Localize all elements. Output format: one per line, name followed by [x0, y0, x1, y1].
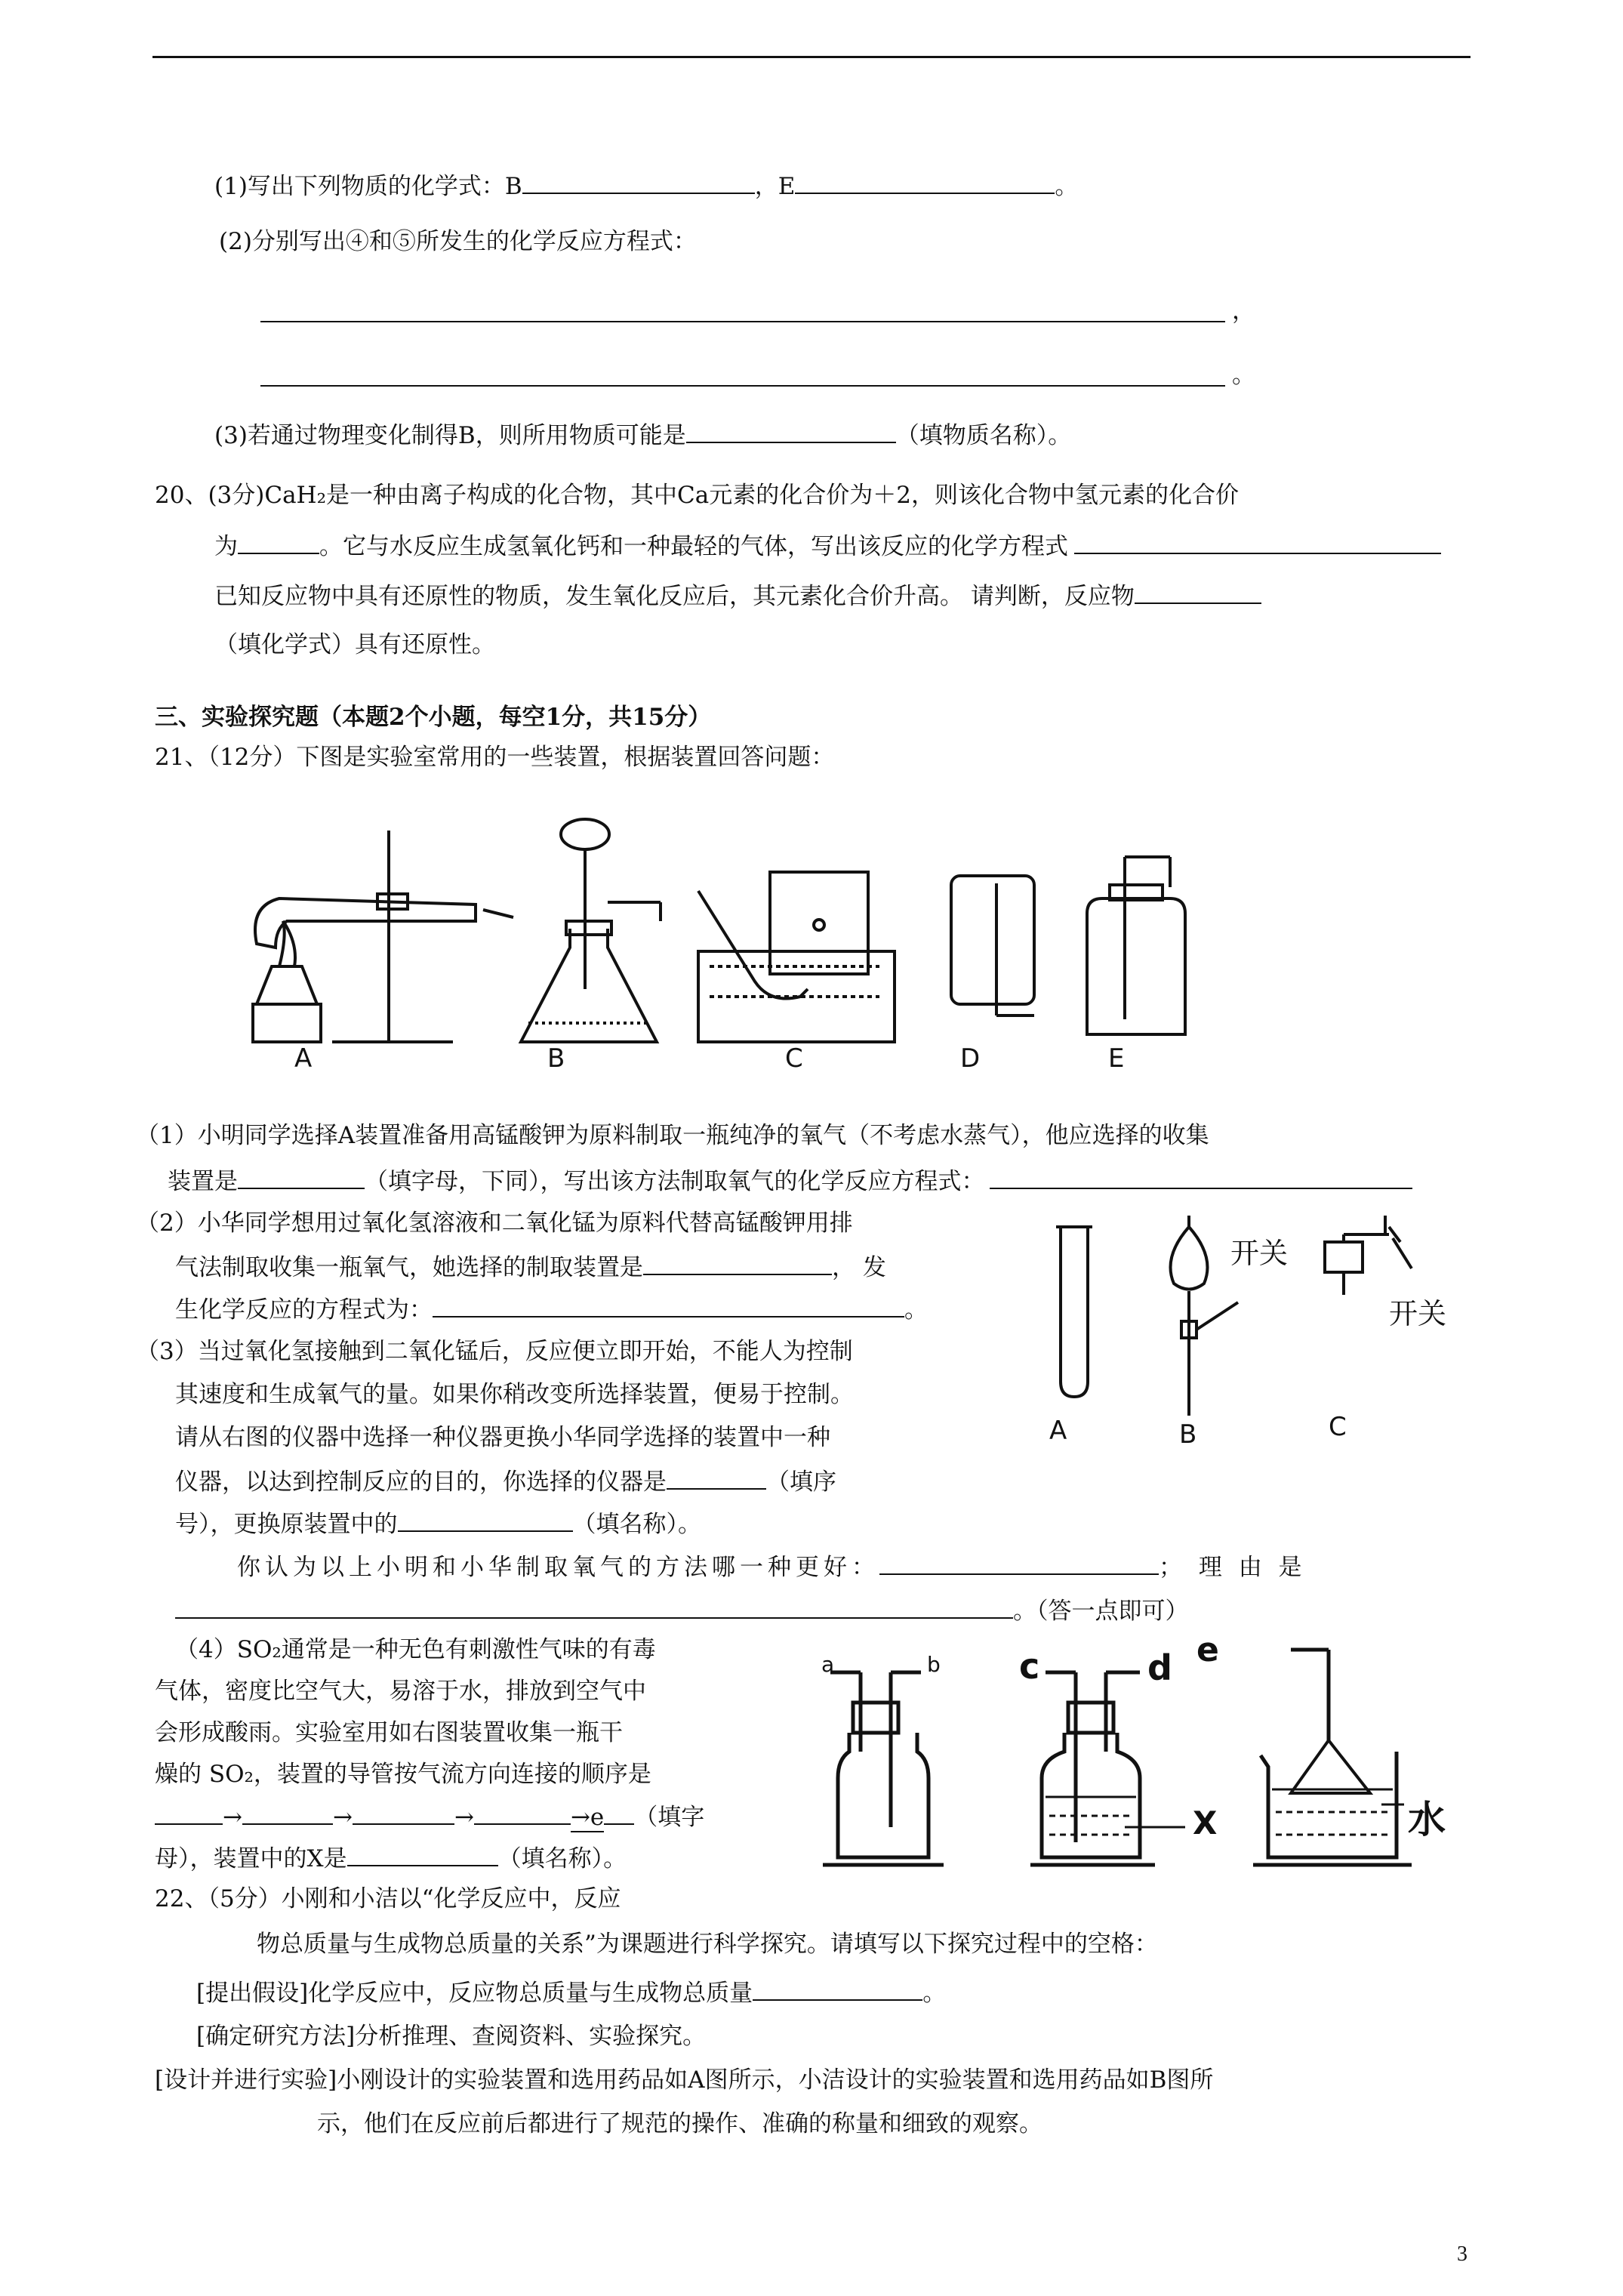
apparatus-figure: [226, 815, 1261, 1072]
apparatus-e-icon: [1087, 857, 1185, 1034]
q21-p3-line4: 仪器，以达到控制反应的目的，你选择的仪器是 （填序: [175, 1465, 836, 1497]
apparatus-label-b: B: [547, 1043, 565, 1074]
port-b-label: b: [927, 1652, 941, 1677]
q21-p4-line3: 会形成酸雨。实验室用如右图装置收集一瓶干: [155, 1719, 623, 1746]
q21-p3-line7: 。（答一点即可）: [175, 1595, 1189, 1626]
page-number: 3: [1457, 2242, 1467, 2266]
instrument-label-c: C: [1329, 1412, 1347, 1442]
port-e-label: e: [1196, 1631, 1219, 1669]
separatory-funnel-icon: [1171, 1216, 1239, 1416]
dry-bottle-icon: [823, 1672, 944, 1865]
instrument-label-b: B: [1179, 1419, 1197, 1450]
q20-line3: 已知反应物中具有还原性的物质，发生氧化反应后，其元素化合价升高。 请判断，反应物: [214, 580, 1261, 612]
q22-line1: 22、（5分）小刚和小洁以“化学反应中，反应: [155, 1885, 621, 1912]
wash-bottle-icon: [1030, 1672, 1185, 1865]
apparatus-label-d: D: [960, 1043, 981, 1074]
q22-line2: 物总质量与生成物总质量的关系”为课题进行科学探究。请填写以下探究过程中的空格：: [257, 1931, 1158, 1958]
q21-p3-line2: 其速度和生成氧气的量。如果你稍改变所选择装置，便易于控制。: [175, 1381, 854, 1408]
q20-line1: 20、(3分)CaH₂是一种由离子构成的化合物，其中Ca元素的化合价为＋2，则该化合物中氢元素的化合价: [155, 482, 1239, 509]
q21-p2-line3: 生化学反应的方程式为： 。: [175, 1293, 928, 1325]
apparatus-c-icon: [698, 872, 895, 1042]
q21-p4-line4: 燥的 SO₂，装置的导管按气流方向连接的顺序是: [155, 1761, 651, 1788]
q21-p3-line6: 你认为以上小明和小华制取氧气的方法哪一种更好： ； 理 由 是: [237, 1551, 1307, 1583]
apparatus-b-icon: [521, 819, 661, 1042]
port-a-label: a: [821, 1652, 835, 1677]
switch-label-b: 开关: [1230, 1237, 1289, 1270]
q22-line6: 示，他们在反应前后都进行了规范的操作、准确的称量和细致的观察。: [317, 2110, 1042, 2137]
instrument-label-a: A: [1049, 1416, 1067, 1446]
q22-line5: [设计并进行实验]小刚设计的实验装置和选用药品如A图所示，小洁设计的实验装置和选用药品如B图所: [155, 2066, 1214, 2094]
q21-p3-line5: 号），更换原装置中的 （填名称）。: [175, 1508, 701, 1539]
x-label: X: [1193, 1804, 1218, 1841]
q19-line1-end: ，: [1232, 297, 1255, 325]
q20-line2: 为 。它与水反应生成氢氧化钙和一种最轻的气体，写出该反应的化学方程式: [214, 530, 1441, 562]
q21-p4-line6: 母），装置中的X是 （填名称）。: [155, 1842, 627, 1874]
switch-label-c: 开关: [1389, 1297, 1447, 1330]
dropper-icon: [1325, 1216, 1412, 1295]
q21-p1-line2: 装置是 （填字母，下同），写出该方法制取氧气的化学反应方程式：: [168, 1165, 1412, 1197]
apparatus-a-icon: [253, 831, 513, 1042]
apparatus-label-a: A: [294, 1043, 313, 1074]
port-d-label: d: [1147, 1647, 1172, 1688]
answer-line[interactable]: [260, 385, 1225, 387]
port-c-label: c: [1019, 1646, 1040, 1687]
q21-p4-line5: → → → →e （填字: [155, 1801, 704, 1832]
q21-p4-line2: 气体，密度比空气大，易溶于水，排放到空气中: [155, 1678, 646, 1705]
q21-p3-line3: 请从右图的仪器中选择一种仪器更换小华同学选择的装置中一种: [175, 1424, 830, 1451]
q19-line2-end: 。: [1232, 362, 1255, 389]
q20-line4: （填化学式）具有还原性。: [214, 631, 495, 658]
q22-line3: [提出假设]化学反应中，反应物总质量与生成物总质量 。: [196, 1977, 946, 2008]
q19-part3: (3)若通过物理变化制得B，则所用物质可能是 （填物质名称）。: [214, 419, 1071, 451]
q21-p4-line1: （4）SO₂通常是一种无色有刺激性气味的有毒: [175, 1636, 656, 1663]
water-label: 水: [1408, 1798, 1446, 1841]
q21-p3-line1: （3）当过氧化氢接触到二氧化锰后，反应便立即开始，不能人为控制: [136, 1338, 853, 1365]
q22-line4: [确定研究方法]分析推理、查阅资料、实验探究。: [196, 2023, 707, 2050]
q19-part1: (1)写出下列物质的化学式：B ，E 。: [214, 170, 1078, 202]
test-tube-icon: [1056, 1227, 1092, 1397]
gas-collection-figure: [808, 1646, 1472, 1880]
q21-p2-line2: 气法制取收集一瓶氧气，她选择的制取装置是 ， 发: [175, 1251, 886, 1283]
apparatus-d-icon: [951, 876, 1034, 1015]
section-title: 三、实验探究题（本题2个小题，每空1分，共15分）: [155, 704, 712, 731]
apparatus-label-e: E: [1108, 1043, 1125, 1074]
q21-p1-line1: （1）小明同学选择A装置准备用高锰酸钾为原料制取一瓶纯净的氧气（不考虑水蒸气），他应选择的收集: [136, 1122, 1209, 1149]
apparatus-label-c: C: [785, 1043, 803, 1074]
q19-part2: (2)分别写出④和⑤所发生的化学反应方程式：: [219, 228, 697, 255]
beaker-icon: [1253, 1650, 1412, 1865]
q21-p2-line1: （2）小华同学想用过氧化氢溶液和二氧化锰为原料代替高锰酸钾用排: [136, 1210, 853, 1237]
header-rule: [152, 56, 1471, 58]
answer-line[interactable]: [260, 321, 1225, 322]
q21-intro: 21、（12分）下图是实验室常用的一些装置，根据装置回答问题：: [155, 744, 835, 771]
